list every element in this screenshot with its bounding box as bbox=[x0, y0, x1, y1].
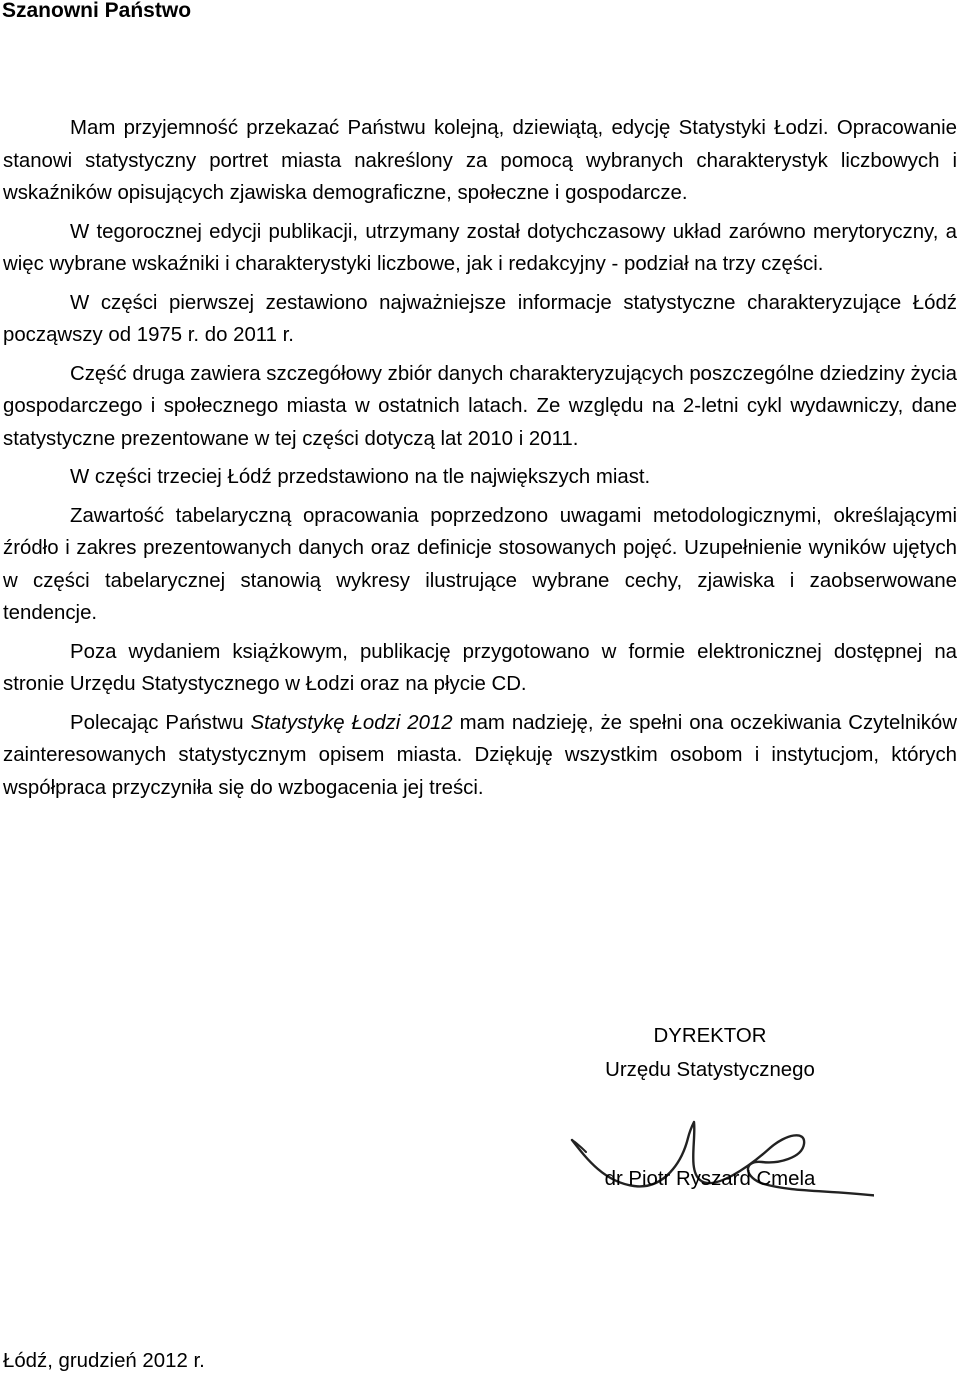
paragraph-part-two: Część druga zawiera szczegółowy zbiór danych charakteryzujących poszczególne dziedziny życia gospodarczego i społecznego miasta w ostatnich latach. Ze względu na 2-letni cykl wydawniczy, dane statystyczne prezentowane w tej części dotyczą lat 2010 i 2011. bbox=[3, 362, 957, 450]
signature-block bbox=[560, 1020, 880, 1200]
paragraph-part-three: W części trzeciej Łódź przedstawiono na tle największych miast. bbox=[70, 466, 651, 488]
closing-before: Polecając Państwu bbox=[70, 711, 251, 734]
publication-title: Statystykę Łodzi 2012 bbox=[250, 711, 453, 734]
place-and-date: Łódź, grudzień 2012 r. bbox=[3, 1350, 205, 1372]
letter-body bbox=[3, 112, 957, 810]
paragraph-intro: Mam przyjemność przekazać Państwu kolejną, dziewiątą, edycję Statystyki Łodzi. Opracowanie stanowi statystyczny portret miasta nakreślony za pomocą wybranych charakterystyk liczbowych i wskaźników opisujących zjawiska demograficzne, społeczne i gospodarcze. bbox=[3, 117, 957, 204]
paragraph-edition: W tegorocznej edycji publikacji, utrzymany został dotychczasowy układ zarówno merytoryczny, a więc wybrane wskaźniki i charakterystyki liczbowe, jak i redakcyjny - podział na trzy części. bbox=[3, 220, 957, 275]
paragraph-part-one: W części pierwszej zestawiono najważniejsze informacje statystyczne charakteryzujące Łódź począwszy od 1975 r. do 2011 r. bbox=[3, 291, 957, 346]
signatory-position: DYREKTOR bbox=[653, 1025, 767, 1047]
greeting-heading: Szanowni Państwo bbox=[2, 0, 192, 22]
signatory-office: Urzędu Statystycznego bbox=[605, 1059, 815, 1081]
paragraph-closing bbox=[3, 707, 957, 805]
closing-after: mam nadzieję, że spełni ona oczekiwania Czytelników zainteresowanych statystycznym opisem miasta. Dziękuję wszystkim osobom i instytucjom, których współpraca przyczyniła się do wzbogacenia jej treści. bbox=[3, 711, 957, 799]
signatory-name: dr Piotr Ryszard Cmela bbox=[604, 1168, 816, 1190]
paragraph-electronic: Poza wydaniem książkowym, publikację przygotowano w formie elektronicznej dostępnej na stronie Urzędu Statystycznego w Łodzi oraz na płycie CD. bbox=[3, 640, 957, 695]
paragraph-methodology: Zawartość tabelaryczną opracowania poprzedzono uwagami metodologicznymi, określającymi źródło i zakres prezentowanych danych oraz definicje stosowanych pojęć. Uzupełnienie wyników ujętych w części tabelarycznej stanowią wykresy ilustrujące wybrane cechy, zjawiska i zaobserwowane tendencje. bbox=[3, 504, 957, 624]
